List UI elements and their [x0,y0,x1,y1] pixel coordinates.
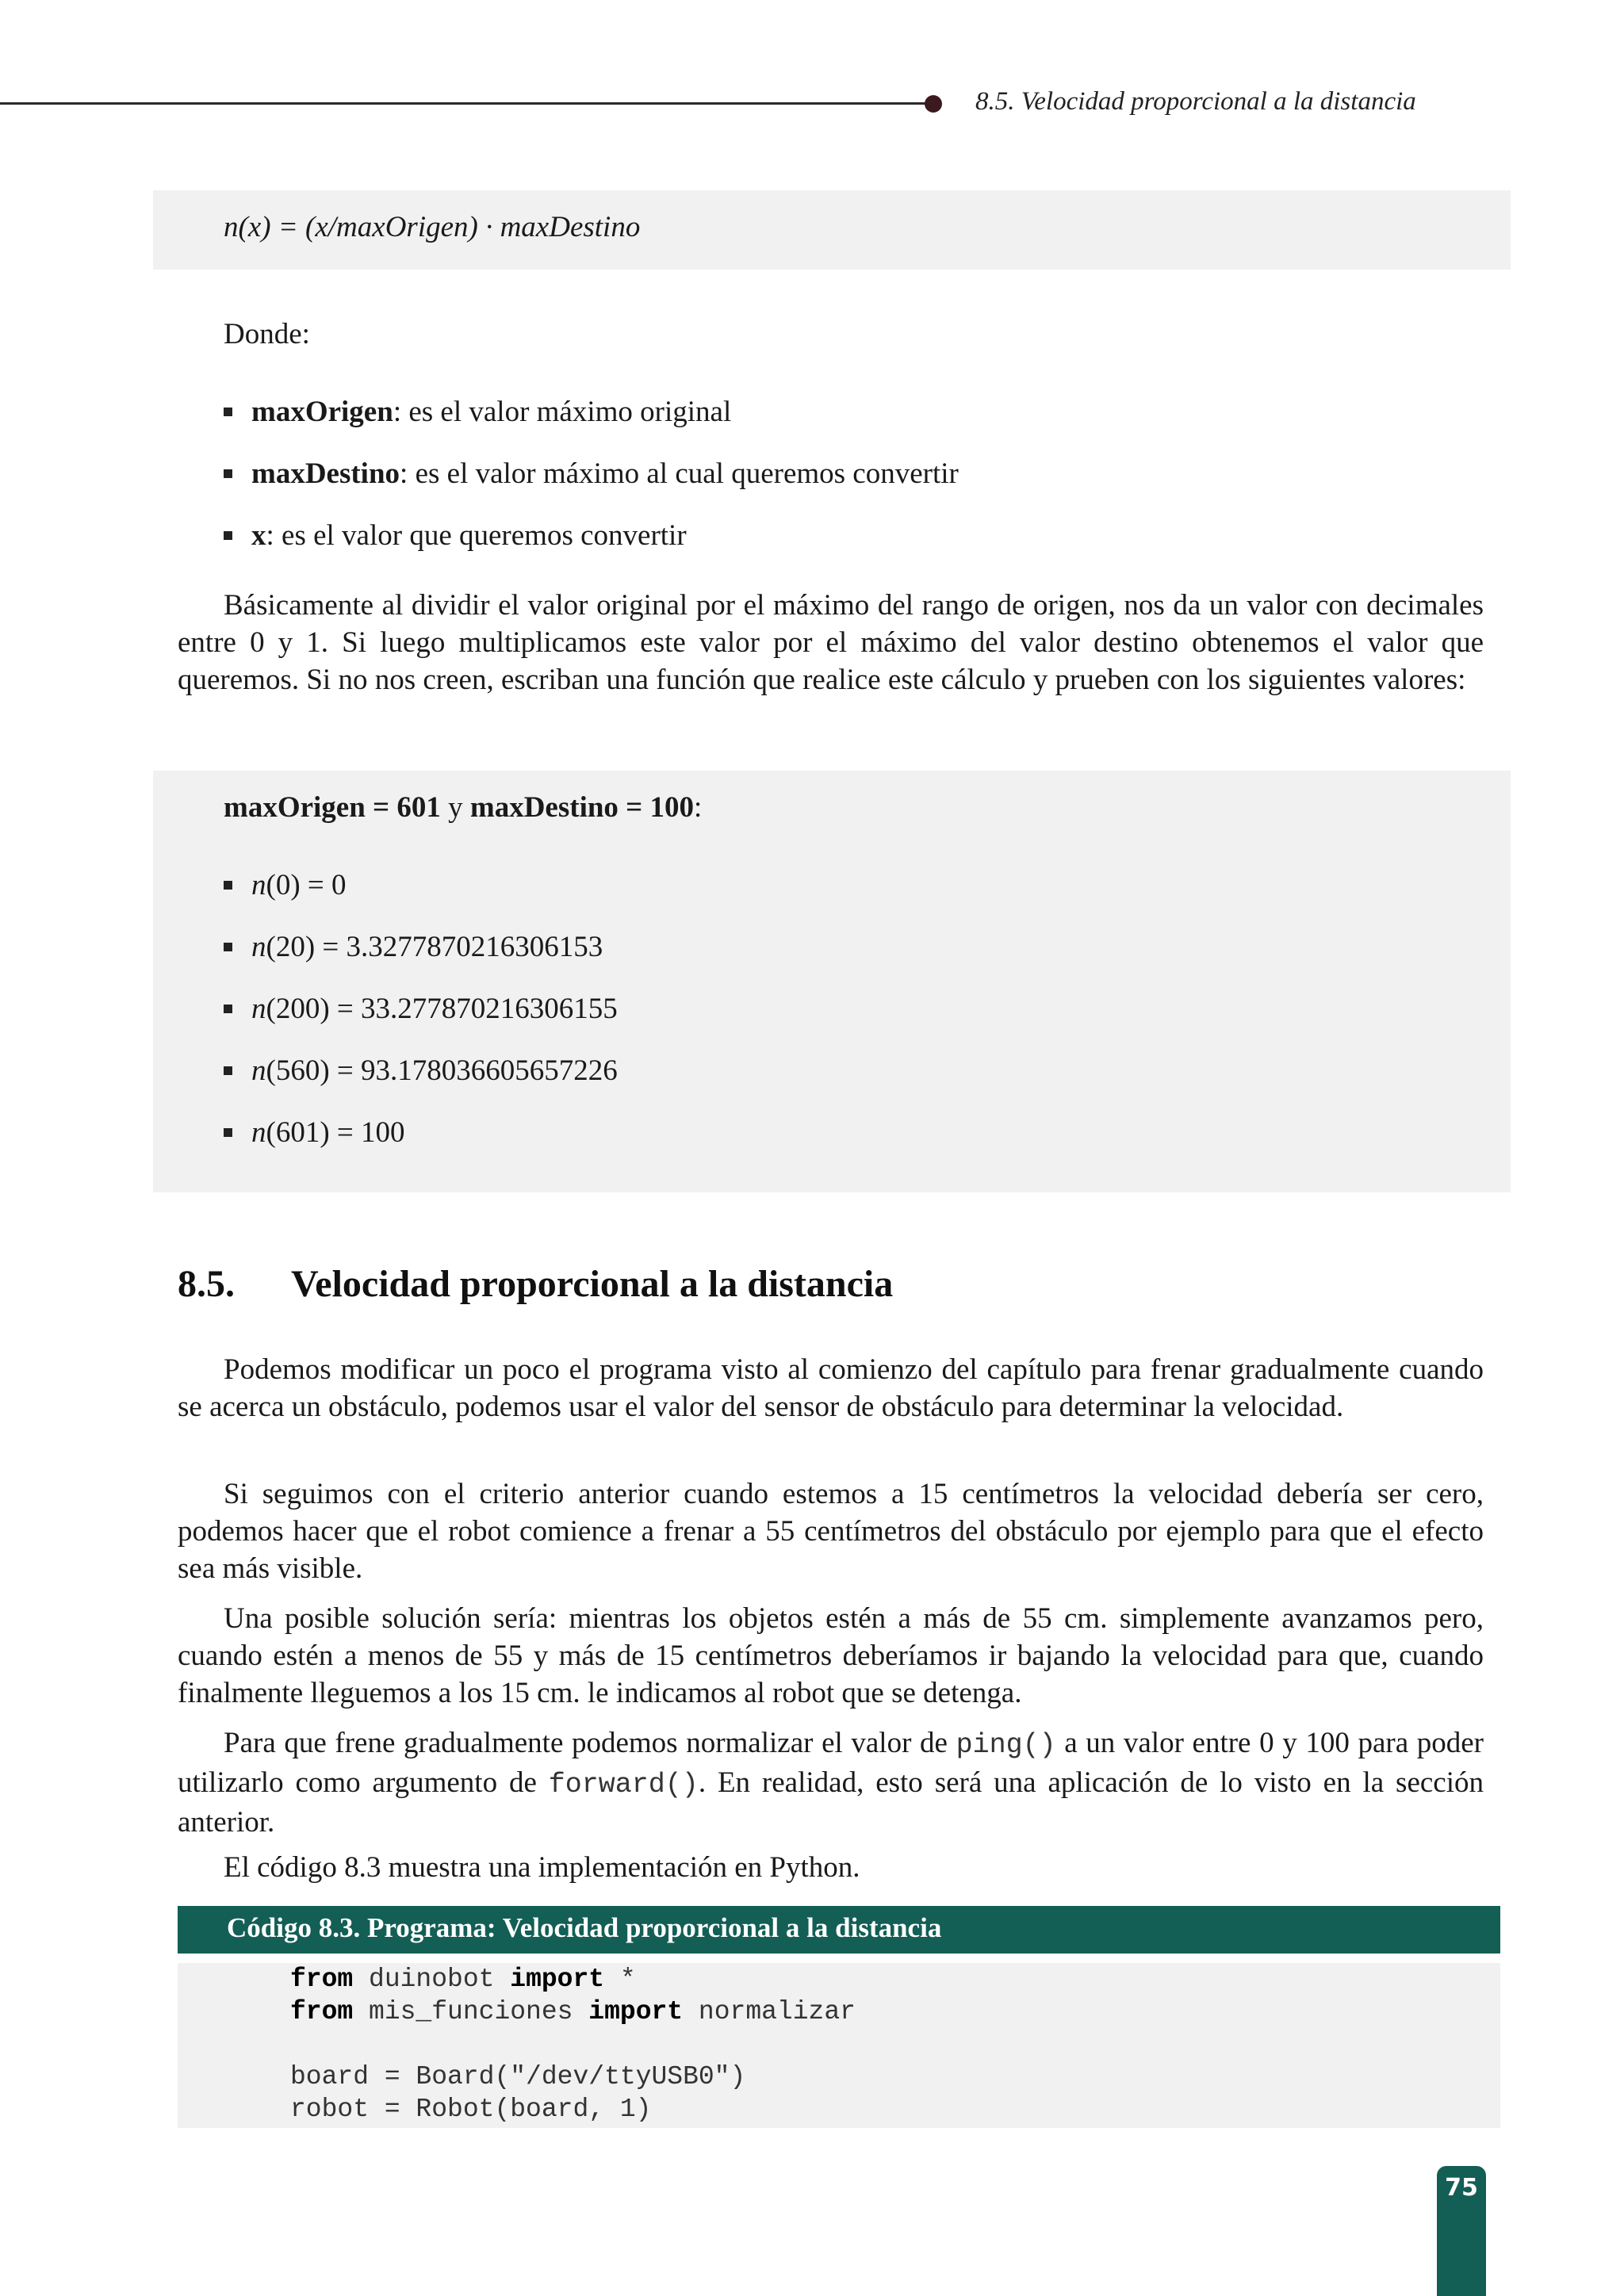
body-paragraph [178,1724,1484,1841]
inline-code: forward() [548,1769,699,1800]
example-arg: (200) [266,993,330,1025]
bullet-square-icon [224,1066,232,1075]
definition-desc: : es el valor que queremos convertir [266,519,687,552]
definition-item [224,393,731,430]
body-paragraph-text: Para que frene gradualmente podemos normalizar el valor de [224,1727,956,1759]
definition-term: x [251,519,266,552]
example-arg: (20) [266,931,316,963]
example-arg: (601) [266,1116,330,1149]
body-paragraph-text: Podemos modificar un poco el programa visto al comienzo del capítulo para frenar gradualmente cuando se acerca un obstáculo, podemos usar el valor del sensor de obstáculo para determinar la velocidad. [178,1353,1484,1423]
body-paragraph [178,1849,1484,1886]
code-keyword: import [588,1997,684,2026]
code-caption: Código 8.3. Programa: Velocidad proporcional a la distancia [227,1912,942,1943]
page-number: 75 [1445,2174,1478,2202]
bullet-square-icon [224,531,232,540]
example-item [224,867,347,904]
code-text: normalizar [683,1997,856,2026]
example-title-conj: y [440,791,470,824]
example-result: = 93.178036605657226 [329,1054,618,1087]
body-paragraph [178,1475,1484,1587]
formula: n(x) = (x/maxOrigen) · maxDestino [224,211,641,243]
code-line [290,1997,856,2026]
body-paragraph [178,1351,1484,1425]
section-heading [178,1262,893,1306]
example-result: = 33.277870216306155 [329,993,618,1025]
example-arg: (560) [266,1054,330,1087]
example-item [224,928,603,966]
bullet-square-icon [224,1128,232,1137]
code-keyword: from [290,1965,354,1994]
example-fn: n [251,993,266,1025]
bullet-square-icon [224,408,232,416]
example-result: = 0 [300,869,347,901]
bullet-square-icon [224,943,232,951]
definition-term: maxOrigen [251,396,393,428]
definition-desc: : es el valor máximo original [393,396,732,428]
code-line: robot = Robot(board, 1) [290,2095,652,2124]
example-item [224,1052,618,1089]
code-text: * [604,1965,636,1994]
example-result: = 3.3277870216306153 [315,931,603,963]
intro-paragraph [178,587,1484,698]
definition-item [224,517,687,554]
bullet-square-icon [224,881,232,890]
example-title-origin: maxOrigen = 601 [224,791,441,824]
example-result: = 100 [329,1116,405,1149]
code-keyword: from [290,1997,354,2026]
header-rule [0,102,934,105]
header-dot-icon [925,95,942,113]
running-header: 8.5. Velocidad proporcional a la distancia [975,87,1416,116]
body-paragraph-text: Si seguimos con el criterio anterior cuando estemos a 15 centímetros la velocidad debería ser cero, podemos hacer que el robot comience a frenar a 55 centímetros del obstáculo por ejemplo para que el efecto sea más visible. [178,1478,1484,1585]
example-item [224,1114,405,1151]
example-fn: n [251,869,266,901]
example-arg: (0) [266,869,301,901]
code-keyword: import [510,1965,605,1994]
example-title [224,789,702,826]
code-line [290,1965,636,1994]
body-paragraph-text: Una posible solución sería: mientras los objetos estén a más de 55 cm. simplemente avanzamos pero, cuando estén a menos de 55 y más de 15 centímetros deberíamos ir bajando la velocidad para que, cuando finalmente lleguemos a los 15 cm. le indicamos al robot que se detenga. [178,1602,1484,1709]
definition-desc: : es el valor máximo al cual queremos convertir [400,457,959,490]
example-fn: n [251,1054,266,1087]
bullet-square-icon [224,469,232,478]
definition-term: maxDestino [251,457,400,490]
body-paragraph-text: El código 8.3 muestra una implementación en Python. [224,1851,860,1884]
donde-label: Donde: [224,318,310,350]
example-fn: n [251,931,266,963]
example-title-dest: maxDestino = 100 [469,791,695,824]
code-line: board = Board("/dev/ttyUSB0") [290,2062,746,2091]
body-paragraph-text: . En realidad, esto será una aplicación de lo visto en la sección anterior. [178,1766,1484,1839]
body-paragraph [178,1600,1484,1712]
bullet-square-icon [224,1004,232,1013]
body-paragraph-text: a un valor entre 0 y 100 para poder utilizarlo como argumento de [178,1727,1484,1799]
example-title-colon: : [694,791,703,824]
code-text: duinobot [353,1965,511,1994]
definition-item [224,455,959,492]
example-item [224,990,618,1027]
section-title: Velocidad proporcional a la distancia [291,1263,894,1305]
intro-paragraph-text: Básicamente al dividir el valor original por el máximo del rango de origen, nos da un valor con decimales entre 0 y 1. Si luego multiplicamos este valor por el máximo del valor destino obtenemos el valor que queremos. Si no nos creen, escriban una función que realice este cálculo y prueben con los siguientes valores: [178,589,1484,696]
example-fn: n [251,1116,266,1149]
section-number: 8.5. [178,1263,235,1305]
code-text: mis_funciones [353,1997,589,2026]
inline-code: ping() [956,1729,1056,1761]
